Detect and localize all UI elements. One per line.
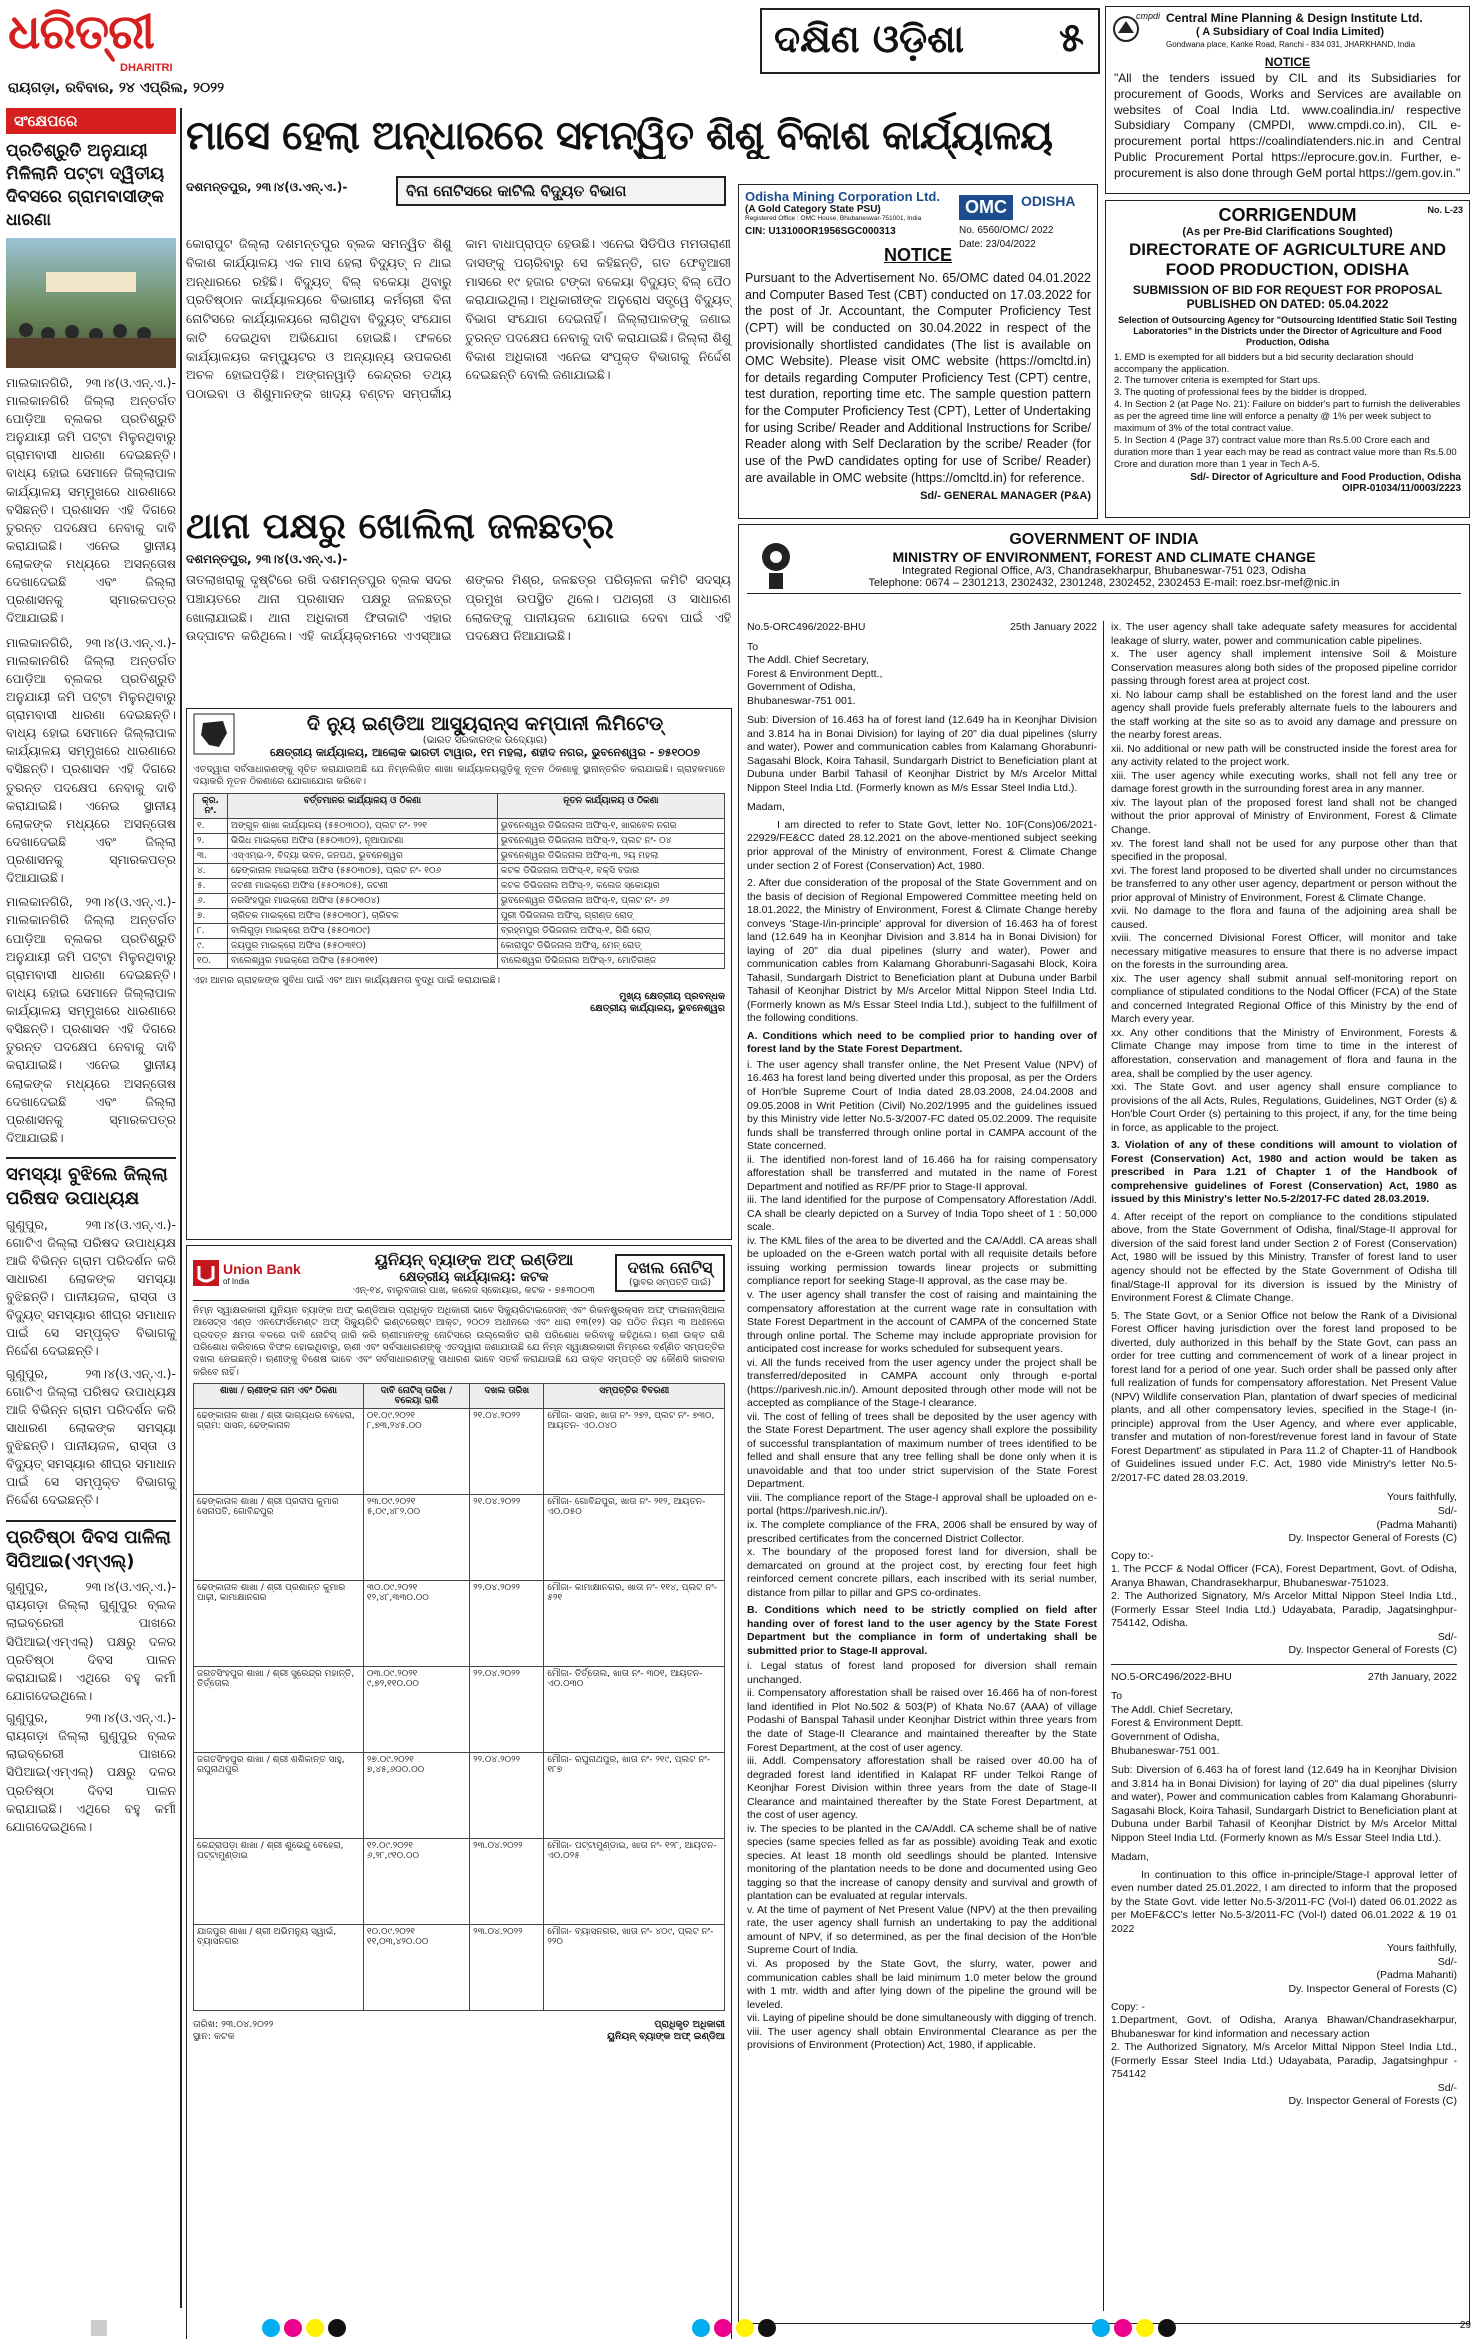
table-cell: ୨୭.୦୯.୨୦୨୧ ୭,୪୫,୬୦୦.୦୦ [363,1753,469,1839]
sidebar-story2-body-cont: ଗୁଣୁପୁର, ୨୩।୪(ଓ.ଏନ୍.ଏ.)- ଗୋଟିଏ ଜିଲ୍ଲା ପରିଷଦ ଉପାଧ୍ୟକ୍ଷ ଆଜି ବିଭିନ୍ନ ଗ୍ରାମ ପରିଦର୍ଶନ କରି ସାଧାରଣ ଲୋକଙ୍କ ସମସ୍ୟା ବୁଝିଛନ୍ତି। ପାନୀୟଜଳ, ରାସ୍ତା ଓ ବିଦ୍ୟୁତ୍ ସମସ୍ୟାର ଶୀଘ୍ର ସମାଧାନ ପାଇଁ ସେ ସମ୍ପୃକ୍ତ ବିଭାଗକୁ ନିର୍ଦ୍ଦେଶ ଦେଇଛନ୍ତି। [6,1365,176,1508]
table-cell: ଢେଙ୍କାନାଳ ଶାଖା / ଶ୍ରୀ ପ୍ରଶାନ୍ତ କୁମାର ପାଢ଼ୀ, କାମାକ୍ଷାନଗର [194,1581,364,1667]
ubi-logo [193,1260,333,1286]
second-headline: ଥାନା ପକ୍ଷରୁ ଖୋଲିଲା ଜଳଛତ୍ର [186,505,615,547]
ubi-emblem-icon [193,1260,219,1286]
table-cell: ୧. [194,818,228,833]
table-cell: ୯. [194,938,228,953]
letter1-para4: 4. After receipt of the report on compliance to the conditions stipulated above, from the State Government of Odisha, final/Stage-II approval for diversion of the said forest land under Section 2 of Forest (Conservation) Act, 1980 will be issued by this Ministry. Transfer of forest land to user agency should not be effected by the State Government of Odisha till final/Stage-II approval for its diversion is issued by the Ministry of Environment Forest & Climate Change. [1111,1210,1457,1305]
letter1-madam: Madam, [747,801,785,814]
table-cell: ମୌଜା- ବ୍ୟାସନଗର, ଖାତା ନଂ- ୪୦୯, ପ୍ଲଟ ନଂ- ୨୨୦ [544,1925,725,2011]
letter1-copy: Copy to:- 1. The PCCF & Nodal Officer (FCA), Forest Department, Govt. of Odisha, Aranya Bhawan, Chandrasekharpur, Bhubaneswar-751023. 2. The Authorized Signatory, M/s Arcelor Mittal Nippon Steel India Ltd., (Formerly Essar Steel India Ltd.) Udayabata, Paradip, Jagatsinghpur-754142, Odisha. [1111,1549,1457,1630]
corrigendum-title: CORRIGENDUM [1218,205,1357,225]
corrigendum-oipr: OIPR-01034/11/0003/2223 [1342,483,1461,495]
table-cell: କଟକ ଡିଭିଜନାଲ ଅଫିସ୍-୨, କଲେଜ ସ୍କୋୟାର [497,878,724,893]
table-cell: ୨୩.୦୯.୨୦୨୧ ୫,୦୯,୪୮୨.୦୦ [363,1495,469,1581]
cmpdi-notice-title: NOTICE [1264,55,1311,69]
ubi-notice-sub: (ସ୍ଥାବର ସମ୍ପତ୍ତି ପାଇଁ) [629,1278,711,1288]
table-cell: ଜୟପୁର ମାଇକ୍ରୋ ଅଫିସ (୫୫୦୩୧୦) [228,938,498,953]
table-cell: ଢେଙ୍କାନାଳ ଶାଖା / ଶ୍ରୀ ଭାଗ୍ୟଧର ବେହେରା, ଗ୍ରାମ: ସାସନ, ଢେଙ୍କାନାଳ [194,1409,364,1495]
table-cell: ୭. [194,908,228,923]
black-dot-icon [758,2319,776,2337]
niacl-col3: ନୂତନ କାର୍ଯ୍ୟାଳୟ ଓ ଠିକଣା [497,793,724,818]
grey-swatch [91,2320,107,2336]
table-cell: ଭୁବନେଶ୍ୱର ଡିଭିଜନାଲ ଅଫିସ୍-୩, ୨ୟ ମହଲା [497,848,724,863]
letter1-sign: Sd/- (Padma Mahanti) Dy. Inspector General of Forests (C) [1288,1505,1457,1545]
niacl-footer: ଏହା ଆମର ଗ୍ରାହକଙ୍କ ସୁବିଧା ପାଇଁ ଏବଂ ଆମ କାର୍ଯ୍ୟକ୍ଷମତା ବୃଦ୍ଧି ପାଇଁ କରାଯାଇଛି। [193,974,500,986]
niacl-logo [193,713,235,755]
section-title-box [760,8,1100,74]
corrigendum [1105,200,1470,518]
magenta-dot-icon [714,2319,732,2337]
table-row [194,833,725,848]
table-cell: ୦୧.୦୯.୨୦୨୧ ୮,୭୩,୨୪୫.୦୦ [363,1409,469,1495]
table-cell: ମୌଜା- ସାସନ, ଖାତା ନଂ- ୨୭୨, ପ୍ଲଟ ନଂ- ୭୩୦, ଆୟତନ- ଏ୦.୦୪୦ [544,1409,725,1495]
corrigendum-point: 2. The turnover criteria is exempted for Start ups. [1114,375,1321,387]
table-cell: ଜଗତସିଂହପୁର ଶାଖା / ଶ୍ରୀ ଶଶିକାନ୍ତ ସାହୁ, ରଘୁନାଥପୁର [194,1753,364,1839]
niacl-col1: କ୍ର. ନଂ. [194,793,228,818]
letter1-date: 25th January 2022 [1010,621,1097,633]
niacl-office: କ୍ଷେତ୍ରୀୟ କାର୍ଯ୍ୟାଳୟ, ଆଲୋକ ଭାରତୀ ଟାୱାର, ୧ମ ମହଲା, ଶହୀଦ ନଗର, ଭୁବନେଶ୍ୱର - ୭୫୧୦୦୭ [269,746,701,759]
lead-story [186,180,731,500]
cyan-dot-icon [262,2319,280,2337]
corrigendum-point: 1. EMD is exempted for all bidders but a bid security declaration should accompany the application. [1114,351,1414,375]
letter2-madam: Madam, [1111,1851,1149,1864]
ubi-col1: ଶାଖା / ଋଣୀଙ୍କ ନାମ ଏବଂ ଠିକଣା [194,1384,364,1409]
moefcc-col-divider [1103,621,1104,2311]
table-cell: ମୌଜା- ରଘୁନାଥପୁର, ଖାତା ନଂ- ୨୧୯, ପ୍ଲଟ ନଂ- ୧୮୭ [544,1753,725,1839]
letter1-to: To The Addl. Chief Secretary, Forest & Environment Deptt., Government of Odisha, Bhubaneswar-751 001. [747,640,883,707]
corrigendum-point: 3. The quoting of professional fees by the bidder is dropped. [1114,387,1367,399]
letter1-para5: 5. The State Govt, or a Senior Office not below the Rank of a Divisional Forest Officer having jurisdiction over the forest land proposed to be diverted, duly authorized in this behalf by the State Govt, can pass an order for tree cutting and commencement of work of a linear project in forest land for a period of one year. Such order shall be passed only after full realization of funds for compensatory afforestation. Net Present Value (NPV) Wildlife conservation Plan, plantation of dwarf species of medicinal plants, and all other compensatory levies, specified in the Stage-I (in-principle) approval from the User Agency, and where ever applicable, transfer and mutation of non-forest/revenue forest land in favour of State Forest Department' as stipulated in Para 11.2 of Chapter-11 of Handbook of Guidelines issued under F.C. Act, 1980 vide Ministry's letter No.5-2/2017-FC dated 28.03.2019. [1111,1309,1457,1484]
niacl-col2: ବର୍ତ୍ତମାନର କାର୍ଯ୍ୟାଳୟ ଓ ଠିକଣା [228,793,498,818]
protest-photo-icon [6,238,176,368]
moefcc-right-col [1111,621,1457,2109]
table-cell: ୨. [194,833,228,848]
cmpdi-logo-text: cmpdi [1136,11,1161,21]
black-dot-icon [1158,2319,1176,2337]
table-cell: କୋରାପୁଟ ଡିଭିଜନାଲ ଅଫିସ୍, ମେନ୍ ରୋଡ୍ [497,938,724,953]
letter1-secB-body: i. Legal status of forest land proposed for diversion shall remain unchanged. ii. Compensatory afforestation shall be raised over 16.466 ha of non-forest land identified in Plot No.502 & 503(P) of Khata No.67 (AAA) of village Podashi of Banspal Tahasil under Keonjhar District within three years from the date of Stage-II Clearance and maintained thereafter by the State Forest Department, at the cost of user agency. iii. Addl. Compensatory afforestation shall be raised over 40.00 ha of degraded forest land identified in Kalapat RF under Telkoi Range of Keonjhar Forest Division within three years from the date of Stage-II Clearance and maintained thereafter by the State Forest Department, at the cost of user agency. iv. The species to be planted in the CA/Addl. CA scheme shall be of native species (same species felled as far as possible) avoiding Teak and exotic species. At least 18 month old seedlings should be planted. Intensive monitoring of the plantation needs to be done and documented using Geo tagging so that the increase of canopy density and survival and growth of plantation can be evaluated at regular intervals. v. At the time of payment of Net Present Value (NPV) at the then prevailing rate, the user agency shall furnish an undertaking to pay the additional amount of NPV, if so determined, as per the final decision of the Hon'ble Supreme Court of India. vi. As proposed by the State Govt, the slurry, water, power and communication cables shall be laid minimum 1.0 meter below the ground with 1 mtr. width and after lying down of the pipeline the ground will be leveled. vii. Laying of pipeline should be done simultaneously with digging of trench. viii. The user agency shall obtain Environmental Clearance as per the provisions of Environment (Protection) Act, 1980, if applicable. [747,1660,1097,2052]
ubi-table [193,1383,725,2011]
omc-no: No. 6560/OMC/ 2022 [959,225,1054,236]
letter1-para3: 3. Violation of any of these conditions will amount to violation of Forest (Conservation) Act, 1980 and action would be taken as prescribed in Para 1.21 of Chapter 1 of the Handbook of comprehensive guidelines of Forest (Conservation) Act, 1980 as issued by this Ministry's letter No.5-2/2017-FC dated 28.03.2019. [1111,1139,1457,1206]
sidebar-story2-body: ଗୁଣୁପୁର, ୨୩।୪(ଓ.ଏନ୍.ଏ.)- ଗୋଟିଏ ଜିଲ୍ଲା ପରିଷଦ ଉପାଧ୍ୟକ୍ଷ ଆଜି ବିଭିନ୍ନ ଗ୍ରାମ ପରିଦର୍ଶନ କରି ସାଧାରଣ ଲୋକଙ୍କ ସମସ୍ୟା ବୁଝିଛନ୍ତି। ପାନୀୟଜଳ, ରାସ୍ତା ଓ ବିଦ୍ୟୁତ୍ ସମସ୍ୟାର ଶୀଘ୍ର ସମାଧାନ ପାଇଁ ସେ ସମ୍ପୃକ୍ତ ବିଭାଗକୁ ନିର୍ଦ୍ଦେଶ ଦେଇଛନ୍ତି। [6,1216,176,1359]
ubi-title: ୟୁନିୟନ୍ ବ୍ୟାଙ୍କ ଅଫ୍ ଇଣ୍ଡିଆ [374,1250,574,1269]
moefcc-line3: Integrated Regional Office, A/3, Chandrasekharpur, Bhubaneswar-751 023, Odisha [901,565,1306,577]
omc-logo2: ODISHA [1021,193,1076,209]
ubi-col3: ଦଖଲ ତାରିଖ [470,1384,544,1409]
corrigendum-dept: DIRECTORATE OF AGRICULTURE AND FOOD PRODUCTION, ODISHA [1128,240,1446,279]
lead-kicker: ବିନା ନୋଟିସରେ କାଟିଲି ବିଦ୍ୟୁତ ବିଭାଗ [396,176,726,206]
sidebar-story3-body: ଗୁଣୁପୁର, ୨୩।୪(ଓ.ଏନ୍.ଏ.)-ରାୟଗଡ଼ା ଜିଲ୍ଲା ଗୁଣୁପୁର ବ୍ଲକ ଲାଇବ୍ରେରୀ ପାଖରେ ସିପିଆଇ(ଏମ୍‌ଏଲ୍) ପକ୍ଷରୁ ଦଳର ପ୍ରତିଷ୍ଠା ଦିବସ ପାଳନ କରାଯାଇଛି। ଏଥିରେ ବହୁ କର୍ମୀ ଯୋଗଦେଇଥିଲେ। [6,1579,176,1703]
table-cell: ବାଲିଗୁଡ଼ା ମାଇକ୍ରୋ ଅଫିସ (୫୫୦୩୦୯) [228,923,498,938]
lead-dateline: ଦଶମନ୍ତପୁର, ୨୩।୪(ଓ.ଏନ୍.ଏ.)- [186,180,348,194]
registration-right [1090,2319,1178,2339]
sidebar-story3-body-cont: ଗୁଣୁପୁର, ୨୩।୪(ଓ.ଏନ୍.ଏ.)-ରାୟଗଡ଼ା ଜିଲ୍ଲା ଗୁଣୁପୁର ବ୍ଲକ ଲାଇବ୍ରେରୀ ପାଖରେ ସିପିଆଇ(ଏମ୍‌ଏଲ୍) ପକ୍ଷରୁ ଦଳର ପ୍ରତିଷ୍ଠା ଦିବସ ପାଳନ କରାଯାଇଛି। ଏଥିରେ ବହୁ କର୍ମୀ ଯୋଗଦେଇଥିଲେ। [6,1710,176,1834]
table-cell: ୮. [194,923,228,938]
niacl-map-icon [193,713,235,755]
section-title: ଦକ୍ଷିଣ ଓଡ଼ିଶା [774,16,965,61]
table-row [194,1409,725,1495]
omc-sign: Sd/- GENERAL MANAGER (P&A) [920,490,1091,503]
table-cell: ଢେଙ୍କାନାଳ ଶାଖା / ଶ୍ରୀ ପ୍ରଦୀପ କୁମାର ସେନାପତି, ଗୋବିନ୍ଦପୁର [194,1495,364,1581]
sidebar-story1-body-cont2: ମାଲକାନଗିରି, ୨୩।୪(ଓ.ଏନ୍.ଏ.)- ମାଲକାନଗିରି ଜିଲ୍ଲା ଅନ୍ତର୍ଗତ ପୋଡ଼ିଆ ବ୍ଲକର ପ୍ରତିଶ୍ରୁତି ଅନୁଯାୟୀ ଜମି ପଟ୍ଟା ମିଳୁନଥିବାରୁ ଗ୍ରାମବାସୀ ଧାରଣା ଦେଇଛନ୍ତି। ବାଧ୍ୟ ହୋଇ ସେମାନେ ଜିଲ୍ଲାପାଳ କାର୍ଯ୍ୟାଳୟ ସମ୍ମୁଖରେ ଧାରଣାରେ ବସିଛନ୍ତି। ପ୍ରଶାସନ ଏହି ଦିଗରେ ତୁରନ୍ତ ପଦକ୍ଷେପ ନେବାକୁ ଦାବି କରାଯାଇଛି। ଏନେଇ ସ୍ଥାନୀୟ ଲୋକଙ୍କ ମଧ୍ୟରେ ଅସନ୍ତୋଷ ଦେଖାଦେଇଛି ଏବଂ ଜିଲ୍ଲା ପ୍ରଶାସନକୁ ସ୍ମାରକପତ୍ର ଦିଆଯାଇଛି। [6,894,176,1145]
letter1-para2: 2. After due consideration of the proposal of the State Government and on the basis of decision of Regional Empowered Committee meeting held on 18.01.2022, the Ministry of Environment, Forest & Climate Change hereby conveys 'Stage-I/in-principle' approval for diversion of 16.463 ha of forest land (12.649 ha in Keonjhar Division and 3.814 ha in Bonai Division) for laying of 20" dia dual pipelines (slurry and water), Power and communication cables from Kalamang Ghorabunri-Sagasahi Block, Koira Tahasil, Sundargarh District to Beneficiation plant at Dubuna under Barbil Tahasil of Keonjhar District by M/s Arcelor Mittal Nippon Steel India Ltd. (Formerly known as M/s Essar Steel India Ltd.), subject to the fulfillment of the following conditions. [747,877,1097,1025]
lead-headline: ମାସେ ହେଲା ଅନ୍ଧାରରେ ସମନ୍ୱିତ ଶିଶୁ ବିକାଶ କାର୍ଯ୍ୟାଳୟ [186,112,1053,159]
cmpdi-org: Central Mine Planning & Design Institute Ltd. [1166,11,1423,25]
table-cell: ୧୦.୦୯.୨୦୨୧ ୧୧,୦୩,୪୨୦.୦୦ [363,1925,469,2011]
color-bar-left [90,2320,108,2339]
page-number: ୫ [1059,14,1084,61]
ubi-sign: ପ୍ରାଧିକୃତ ଅଧିକାରୀ ୟୁନିୟନ୍ ବ୍ୟାଙ୍କ ଅଫ୍ ଇଣ୍ଡିଆ [607,2019,725,2043]
ubi-date: ତାରିଖ: ୨୩.୦୪.୨୦୨୨ [193,2019,274,2031]
table-row [194,923,725,938]
letter1-secB: B. Conditions which need to be strictly complied on field after handing over of forest land to the user agency by the State Forest Department but the compliance in form of undertaking shall be submitted prior to Stage-II approval. [747,1604,1097,1657]
sidebar-tag: ସଂକ୍ଷେପରେ [6,108,176,134]
sidebar-divider [180,108,182,2308]
cmpdi-logo [1112,11,1160,51]
table-row [194,908,725,923]
letter2-sign: Sd/- (Padma Mahanti) Dy. Inspector General of Forests (C) [1288,1955,1457,1995]
sidebar-story1-body: ମାଲକାନଗିରି, ୨୩।୪(ଓ.ଏନ୍.ଏ.)- ମାଲକାନଗିରି ଜିଲ୍ଲା ଅନ୍ତର୍ଗତ ପୋଡ଼ିଆ ବ୍ଲକର ପ୍ରତିଶ୍ରୁତି ଅନୁଯାୟୀ ଜମି ପଟ୍ଟା ମିଳୁନଥିବାରୁ ଗ୍ରାମବାସୀ ଧାରଣା ଦେଇଛନ୍ତି। ବାଧ୍ୟ ହୋଇ ସେମାନେ ଜିଲ୍ଲାପାଳ କାର୍ଯ୍ୟାଳୟ ସମ୍ମୁଖରେ ଧାରଣାରେ ବସିଛନ୍ତି। ପ୍ରଶାସନ ଏହି ଦିଗରେ ତୁରନ୍ତ ପଦକ୍ଷେପ ନେବାକୁ ଦାବି କରାଯାଇଛି। ଏନେଇ ସ୍ଥାନୀୟ ଲୋକଙ୍କ ମଧ୍ୟରେ ଅସନ୍ତୋଷ ଦେଖାଦେଇଛି ଏବଂ ଜିଲ୍ଲା ପ୍ରଶାସନକୁ ସ୍ମାରକପତ୍ର ଦିଆଯାଇଛି। [6,374,176,626]
sidebar-story3-headline: ପ୍ରତିଷ୍ଠା ଦିବସ ପାଳିଲା ସିପିଆଇ(ଏମ୍‌ଏଲ୍) [6,1520,176,1575]
magenta-dot-icon [284,2319,302,2337]
table-row [194,1925,725,2011]
letter1-faithfully: Yours faithfully, [1386,1491,1457,1504]
table-cell: ମୌଜା- ତିର୍ତ୍ତୋଲ, ଖାତା ନଂ- ୩୦୧, ଆୟତନ- ଏ୦.୦୩୦ [544,1667,725,1753]
second-story [186,505,731,705]
yellow-dot-icon [736,2319,754,2337]
table-cell: ୨୧.୦୪.୨୦୨୨ [470,1409,544,1495]
ubi-brand: Union Bank [223,1260,301,1277]
sidebar-story1-body-cont: ମାଲକାନଗିରି, ୨୩।୪(ଓ.ଏନ୍.ଏ.)- ମାଲକାନଗିରି ଜିଲ୍ଲା ଅନ୍ତର୍ଗତ ପୋଡ଼ିଆ ବ୍ଲକର ପ୍ରତିଶ୍ରୁତି ଅନୁଯାୟୀ ଜମି ପଟ୍ଟା ମିଳୁନଥିବାରୁ ଗ୍ରାମବାସୀ ଧାରଣା ଦେଇଛନ୍ତି। ବାଧ୍ୟ ହୋଇ ସେମାନେ ଜିଲ୍ଲାପାଳ କାର୍ଯ୍ୟାଳୟ ସମ୍ମୁଖରେ ଧାରଣାରେ ବସିଛନ୍ତି। ପ୍ରଶାସନ ଏହି ଦିଗରେ ତୁରନ୍ତ ପଦକ୍ଷେପ ନେବାକୁ ଦାବି କରାଯାଇଛି। ଏନେଇ ସ୍ଥାନୀୟ ଲୋକଙ୍କ ମଧ୍ୟରେ ଅସନ୍ତୋଷ ଦେଖାଦେଇଛି ଏବଂ ଜିଲ୍ଲା ପ୍ରଶାସନକୁ ସ୍ମାରକପତ୍ର ଦିଆଯାଇଛି। [6,634,176,886]
niacl-title: ଦି ନ୍ୟୁ ଇଣ୍ଡିଆ ଆସ୍ୟୁରାନ୍ସ କମ୍ପାନୀ ଲିମିଟେଡ୍ [306,713,664,735]
sidebar-story2-headline: ସମସ୍ୟା ବୁଝିଲେ ଜିଲ୍ଲା ପରିଷଦ ଉପାଧ୍ୟକ୍ଷ [6,1157,176,1212]
ubi-footer [193,2019,725,2044]
table-cell: କଟକ ଡିଭିଜନାଲ ଅଫିସ୍-୧, ବକ୍ସି ବଜାର [497,863,724,878]
ubi-notice-title: ଦଖଲ ନୋଟିସ୍ [627,1258,713,1277]
ubi-tbody [194,1409,725,2011]
black-dot-icon [328,2319,346,2337]
omc-title: NOTICE [883,245,952,265]
table-cell: ମୌଜା- ପଟ୍ଟାମୁଣ୍ଡାଇ, ଖାତା ନଂ- ୧୨୮, ଆୟତନ- ଏ୦.୦୨୫ [544,1839,725,1925]
letter2-subject: Sub: Diversion of 6.463 ha of forest land (12.649 ha in Keonjhar Division and 3.814 ha in Bonai Division) for laying of 20" dia dual pipelines (slurry and water), Power and communication cables from Kalamang Ghorabunri-Sagasahi Block, Koira Tahasil, Sundargarh District to Beneficiation plant at Dubuna under Barbil Tahasil of Keonjhar District by M/s Arcelor Mittal Nippon Steel India Ltd. (Formerly known as M/s Essar Steel India Ltd.). [1111,1764,1457,1844]
cmpdi-notice [1105,6,1470,194]
niacl-table [193,793,725,969]
table-cell: ଭୁବନେଶ୍ୱର ଡିଭିଜନାଲ ଅଫିସ୍-୨, ପ୍ଲଟ ନଂ- ୦୪ [497,833,724,848]
second-body: ତାତଲାଖରାକୁ ଦୃଷ୍ଟିରେ ରଖି ଦଶମନ୍ତପୁର ବ୍ଲକ ସଦର ପଞ୍ଚାୟତରେ ଥାନା ପ୍ରଶାସନ ପକ୍ଷରୁ ଜଳଛତ୍ର ଖୋଲାଯାଇଛି। ଥାନା ଅଧିକାରୀ ଫିତାକାଟି ଏହାର ଉଦ୍‌ଘାଟନ କରିଥିଲେ। ଏହି କାର୍ଯ୍ୟକ୍ରମରେ ଏଏସ୍‌ଆଇ ଶଙ୍କର ମିଶ୍ର, ଜଳଛତ୍ର ପରିଚାଳନା କମିଟି ସଦସ୍ୟ ପ୍ରମୁଖ ଉପସ୍ଥିତ ଥିଲେ। ପଥଚାରୀ ଓ ସାଧାରଣ ଲୋକଙ୍କୁ ପାନୀୟଜଳ ଯୋଗାଇ ଦେବା ପାଇଁ ଏହି ପଦକ୍ଷେପ ନିଆଯାଇଛି। [186,572,731,644]
table-cell: ୨୨.୦୪.୨୦୨୨ [470,1753,544,1839]
ubi-place: ସ୍ଥାନ: କଟକ [193,2031,235,2043]
registration-left [260,2319,348,2339]
table-row [194,893,725,908]
table-cell: ୦୩.୦୯.୨୦୨୧ ୯,୭୨,୧୧୦.୦୦ [363,1667,469,1753]
table-cell: ୨୧.୦୪.୨୦୨୨ [470,1495,544,1581]
ubi-brand-sub: of India [223,1276,250,1286]
table-cell: ୫. [194,878,228,893]
table-row [194,1839,725,1925]
cmpdi-sub: ( A Subsidiary of Coal India Limited) [1196,26,1385,38]
omc-sub: (A Gold Category State PSU) [745,204,881,215]
table-cell: ମୌଜା- କାମାକ୍ଷାନଗର, ଖାତା ନଂ- ୧୧୪, ପ୍ଲଟ ନଂ- ୫୨୧ [544,1581,725,1667]
table-row [194,878,725,893]
ashoka-emblem-icon [751,533,801,593]
cyan-dot-icon [692,2319,710,2337]
ubi-notice [186,1245,732,2339]
ubi-office: କ୍ଷେତ୍ରୀୟ କାର୍ଯ୍ୟାଳୟ: କଟକ [399,1270,549,1285]
letter1-right-body: ix. The user agency shall take adequate safety measures for accidental leakage of slurry, water, power and communication cable pipelines. x. The user agency shall implement intensive Soil & Moisture Conservation measures along both sides of the proposed pipeline corridor passing through forest area at project cost. xi. No labour camp shall be established on the forest land and the user agency shall provide fuels preferably alternate fuels to the labourers and the staff working at the site so as to avoid any damage and pressure on the nearby forest areas. xii. No additional or new path will be constructed inside the forest area for any activity related to the project work. xiii. The user agency while executing works, shall not fell any tree or damage forest growth in the surrounding forest area in any manner. xiv. The layout plan of the proposed forest land shall not be changed without the prior approval of Ministry of Environment, Forest & Climate Change. xv. The forest land shall not be used for any purpose other than that specified in the proposal. xvi. The forest land proposed to be diverted shall under no circumstances be transferred to any other user agency, department or person without the prior approval of Ministry of Environment, Forest & Climate Change. xvii. No damage to the flora and fauna of the adjoining area shall be caused. xviii. The concerned Divisional Forest Officer, will monitor and take necessary mitigative measures to ensure that there is no adverse impact on the forests in the surrounding area. xix. The user agency shall submit annual self-monitoring report on compliance of stipulated conditions to the Nodal Officer (FCA) of the State and concerned Integrated Regional Office of this Ministry by the end of March every year. xx. Any other conditions that the Ministry of Environment, Forests & Climate Change may impose from time to time in the interest of afforestation, conservation and management of flora and fauna in the area, shall be complied by the user agency. xxi. The State Govt. and user agency shall ensure compliance to provisions of the all Acts, Rules, Regulations, Guidelines, NGT Order (s) & Hon'ble Court Order (s) pertaining to this project, if any, for the time being in force, as applicable to the project. [1111,621,1457,1134]
table-row [194,863,725,878]
sidebar [6,108,176,2313]
masthead-logo-sub: DHARITRI [120,62,173,74]
letter1-para1: I am directed to refer to State Govt, letter No. 10F(Cons)06/2021-22929/FE&CC dated 28.12.2021 on the above-mentioned subject seeking prior approval of the Ministry of environment, Forest & Climate Change under section 2 of Forest (Conservation) Act, 1980. [747,818,1097,872]
letter2-para1: In continuation to this office in-principle/Stage-I approval letter of even number dated 25.01.2022, I am directed to inform that the proposed by the State Govt. vide letter No.5-3/2011-FC (Vol-I) dated 06.01.2022 as per MoEF&CC's letter No.5-3/2011-FC (Vol-I) dated 06.01.2022 & 19 01 2022 [1111,1868,1457,1935]
table-cell: ୩୦.୦୯.୨୦୨୧ ୧୨,୪୮,୩୩୦.୦୦ [363,1581,469,1667]
ubi-header [193,1250,725,1301]
omc-reg: Registered Office : OMC House, Bhubaneswar-751001, India [745,215,922,222]
table-cell: ବ୍ରହ୍ମପୁର ଡିଭିଜନାଲ ଅଫିସ୍-୧, ଗିରି ରୋଡ୍ [497,923,724,938]
letter2-faithfully: Yours faithfully, [1386,1942,1457,1955]
table-row [194,938,725,953]
table-cell: ଅଙ୍ଗୁଳ ଶାଖା କାର୍ଯ୍ୟାଳୟ (୫୫୦୩୦୦), ପ୍ଲଟ ନଂ- ୨୨୧ [228,818,498,833]
registration-mid [690,2319,778,2339]
table-cell: ୨୨.୦୪.୨୦୨୨ [470,1667,544,1753]
second-dateline: ଦଶମନ୍ତପୁର, ୨୩।୪(ଓ.ଏନ୍.ଏ.)- [186,552,348,566]
table-cell: ଏସ୍‌ଏମ୍‌ଇ-୨, ବିଦ୍ୟା ଭବନ, ଜନପଥ, ଭୁବନେଶ୍ୱର [228,848,498,863]
moefcc-line2: MINISTRY OF ENVIRONMENT, FOREST AND CLIMATE CHANGE [892,549,1316,565]
table-cell: ଭୁବନେଶ୍ୱର ଡିଭିଜନାଲ ଅଫିସ୍-୧, ପ୍ଲଟ ନଂ- ୬୨ [497,893,724,908]
table-cell: ୪. [194,863,228,878]
niacl-tbody [194,818,725,968]
corrigendum-sub: (As per Pre-Bid Clarifications Soughted) [1182,226,1393,238]
letter1-sign-b: Sd/- Dy. Inspector General of Forests (C) [1288,1630,1457,1657]
table-cell: ଯାଜପୁର ଶାଖା / ଶ୍ରୀ ଅଭିମନ୍ୟୁ ସ୍ୱାଇଁ, ବ୍ୟାସନଗର [194,1925,364,2011]
masthead-dateline: ରାୟଗଡ଼ା, ରବିବାର, ୨୪ ଏପ୍ରିଲ, ୨୦୨୨ [8,80,225,96]
table-cell: ଜଟଣୀ ମାଇକ୍ରୋ ଅଫିସ (୫୫୦୩୦୫), ଜଟଣୀ [228,878,498,893]
table-cell: ୧୦. [194,953,228,968]
letter2-to: To The Addl. Chief Secretary, Forest & Environment Deptt. Government of Odisha, Bhubaneswar-751 001. [1111,1690,1244,1757]
masthead-logo: ଧରିତ୍ରୀ [8,4,154,60]
letter2-no: NO.5-ORC496/2022-BHU [1111,1670,1232,1683]
table-cell: ମୌଜା- ଗୋବିନ୍ଦପୁର, ଖାତା ନଂ- ୨୧୨, ଆୟତନ- ଏ୦.୦୫୦ [544,1495,725,1581]
letter1-no: No.5-ORC496/2022-BHU [747,621,866,633]
cmpdi-address: Gondwana place, Kanke Road, Ranchi - 834 031, JHARKHAND, India [1166,40,1416,49]
table-cell: ଜଗତସିଂହପୁର ଶାଖା / ଶ୍ରୀ ସୁରେନ୍ଦ୍ର ମହାନ୍ତି, ତିର୍ତ୍ତୋଲ [194,1667,364,1753]
page-mark: 29 [1459,2320,1471,2331]
niacl-sign: ମୁଖ୍ୟ କ୍ଷେତ୍ରୀୟ ପ୍ରବନ୍ଧକ କ୍ଷେତ୍ରୀୟ କାର୍ଯ୍ୟାଳୟ, ଭୁବନେଶ୍ୱର [590,991,725,1015]
table-cell: ଢେଙ୍କାନାଳ ମାଇକ୍ରୋ ଅଫିସ (୫୫୦୩୦୭), ପ୍ଲଟ ନଂ- ୧୦୬ [228,863,498,878]
table-row [194,1495,725,1581]
omc-org: Odisha Mining Corporation Ltd. [745,189,940,204]
corrigendum-point: 4. In Section 2 (at Page No. 21): Failure on bidder's part to furnish the deliverables as per the agreed time line will enforce a penalty @ 1% per week subject to maximum of 3% of the total contract value. [1114,399,1461,434]
omc-logo: OMC [959,195,1013,220]
emblem [751,533,801,597]
yellow-dot-icon [1136,2319,1154,2337]
sidebar-story1-headline: ପ୍ରତିଶ୍ରୁତି ଅନୁଯାୟୀ ମିଳିଲାନି ପଟ୍ଟା ଦ୍ୱିତୀୟ ଦିବସରେ ଗ୍ରାମବାସୀଙ୍କ ଧାରଣା [6,141,165,230]
cmpdi-body: "All the tenders issued by CIL and its Subsidiaries for procurement of Goods, Works and Services are available on websites of Coal India Ltd. www.coalindia.in/ respective Subsidiary Company (CMPDI, www.cmpdi.co.in), CIL e-procurement portal https://coalindiatenders.nic.in and Central Public Procurement Portal https://eprocure.gov.in. Further, e-procurement is also done through GeM portal https://gem.gov.in." [1114,71,1461,180]
print-marks [0,2318,1477,2339]
moefcc-notice [738,524,1470,2324]
moefcc-left-col [747,621,1097,2053]
table-cell: ୧୨.୦୯.୨୦୨୧ ୬,୨୮,୯୧୦.୦୦ [363,1839,469,1925]
corrigendum-sign: Sd/- Director of Agriculture and Food Production, Odisha [1190,472,1461,484]
corrigendum-selection: Selection of Outsourcing Agency for "Outsourcing Identified Static Soil Testing Laboratories" in the Districts under the Director of Agriculture and Food Production, Odisha [1118,314,1457,348]
letter1-subject: Sub: Diversion of 16.463 ha of forest land (12.649 ha in Keonjhar Division and 3.814 ha in Bonai Division) for laying of 20" dia dual pipelines (slurry and water), Power and communication cables from Kalamang Ghorabunri-Sagasahi Block, Koira Tahasil, Sundargarh District to Beneficiation plant at Dubuna under Barbil Tahasil of Keonjhar District by M/s Arcelor Mittal Nippon Steel India Ltd. (Formerly known as M/s Essar Steel India Ltd.). [747,714,1097,794]
lead-body: କୋରାପୁଟ ଜିଲ୍ଲା ଦଶମନ୍ତପୁର ବ୍ଲକ ସମନ୍ୱିତ ଶିଶୁ ବିକାଶ କାର୍ଯ୍ୟାଳୟ ଏକ ମାସ ହେଲା ବିଦ୍ୟୁତ୍ ନ ଥାଇ ଅନ୍ଧାରରେ ରହିଛି। ବିଦ୍ୟୁତ୍ ବିଲ୍ ବକେୟା ଥିବାରୁ ପ୍ରତିଷ୍ଠାନ କାର୍ଯ୍ୟାଳୟରେ ବିଭାଗୀୟ କର୍ମଚାରୀ ବିନା ନୋଟିସରେ କାର୍ଯ୍ୟାଳୟରେ ଲାଗିଥିବା ବିଦ୍ୟୁତ୍ ସଂଯୋଗ କାଟି ଦେଇଥିବା ଅଭିଯୋଗ ହୋଇଛି। ଫଳରେ କାର୍ଯ୍ୟାଳୟର କମ୍ପ୍ୟୁଟର ଓ ଅନ୍ୟାନ୍ୟ ଉପକରଣ ଅଚଳ ହୋଇପଡ଼ିଛି। ଅଙ୍ଗନୱାଡ଼ି କେନ୍ଦ୍ରର ତଥ୍ୟ ପଠାଇବା ଓ ଶିଶୁମାନଙ୍କ ଖାଦ୍ୟ ବଣ୍ଟନ ସମ୍ପର୍କୀୟ କାମ ବାଧାପ୍ରାପ୍ତ ହେଉଛି। ଏନେଇ ସିଡିପିଓ ମମତାରାଣୀ ଦାସଙ୍କୁ ପଚାରିବାରୁ ସେ କହିଛନ୍ତି, ଗତ ଫେବୃଆରୀ ମାସରେ ୧୯ ହଜାର ଟଙ୍କା ବକେୟା ବିଦ୍ୟୁତ୍ ବିଲ୍ ପୈଠ କରାଯାଇଥିଲା। ଅଧିକାରୀଙ୍କ ଅନୁରୋଧ ସତ୍ତ୍ୱେ ବିଦ୍ୟୁତ୍ ବିଭାଗ ସଂଯୋଗ ଦେଇନାହିଁ। ଜିଲ୍ଲାପାଳଙ୍କୁ ଜଣାଇ ତୁରନ୍ତ ପଦକ୍ଷେପ ନେବାକୁ ଦାବି କରାଯାଇଛି। ଜିଲ୍ଲା ଶିଶୁ ବିକାଶ ଅଧିକାରୀ ଏନେଇ ସଂପୃକ୍ତ ବିଭାଗକୁ ନିର୍ଦ୍ଦେଶ ଦେଇଛନ୍ତି ବୋଲି ଜଣାଯାଇଛି। [186,236,731,401]
omc-cin: CIN: U13100OR1956SGC000313 [745,226,896,237]
moefcc-line1: GOVERNMENT OF INDIA [1009,531,1199,548]
letter2-sign-b: Sd/- Dy. Inspector General of Forests (C) [1288,2081,1457,2108]
omc-body: Pursuant to the Advertisement No. 65/OMC dated 04.01.2022 and Computer Based Test (CBT) conducted on 17.03.2022 for the post of Jr. Accountant, the Computer Proficiency Test (CPT) will be conducted on 30.04.2022 in respect of the provisionally shortlisted candidates (The list is available on OMC Website). Please visit OMC website (https://omcltd.in) for details regarding Computer Proficiency Test (CPT) centre, test duration, reporting time etc. The sample question pattern for the Computer Proficiency Test (CPT), Letter of Undertaking for using Scribe/ Reader and Additional Instructions for Scribe/ Reader along with Self Declaration by the scribe/ Reader (for use of the PwD candidates opting for use of Scribe/ Reader) are available in OMC website (https://omcltd.in) for reference. [745,271,1091,485]
niacl-notice [186,708,732,1240]
ubi-col4: ସମ୍ପତ୍ତିର ବିବରଣୀ [544,1384,725,1409]
corrigendum-points [1114,352,1461,471]
magenta-dot-icon [1114,2319,1132,2337]
table-row [194,1753,725,1839]
letter2-date: 27th January, 2022 [1367,1670,1457,1683]
corrigendum-ref: No. L-23 [1427,205,1463,215]
omc-date: Date: 23/04/2022 [959,239,1036,250]
niacl-intro: ଏତଦ୍ୱାରା ସର୍ବସାଧାରଣଙ୍କୁ ସୂଚିତ କରାଯାଉଅଛି ଯେ ନିମ୍ନଲିଖିତ ଶାଖା କାର୍ଯ୍ୟାଳୟଗୁଡ଼ିକୁ ନୂତନ ଠିକଣାକୁ ସ୍ଥାନାନ୍ତରିତ କରାଯାଇଛି। ଗ୍ରାହକମାନେ ଦୟାକରି ନୂତନ ଠିକଣାରେ ଯୋଗାଯୋଗ କରିବେ। [193,764,725,788]
cyan-dot-icon [1092,2319,1110,2337]
ubi-body: ନିମ୍ନ ସ୍ୱାକ୍ଷରକାରୀ ଯୁନିୟନ ବ୍ୟାଙ୍କ ଅଫ୍ ଇଣ୍ଡିଆର ପ୍ରାଧିକୃତ ଅଧିକାରୀ ଭାବେ ସିକ୍ୟୁରିଟାଇଜେସନ୍ ଏବଂ ରିକନଷ୍ଟ୍ରକ୍ସନ ଅଫ୍ ଫାଇନାନ୍ସିଆଲ ଆସେଟ୍ସ ଏଣ୍ଡ ଏନଫୋର୍ସମେଣ୍ଟ ଅଫ୍ ସିକ୍ୟୁରିଟି ଇଣ୍ଟରେଷ୍ଟ ଆକ୍ଟ, ୨୦୦୨ ଅଧୀନରେ ଏବଂ ଧାରା ୧୩(୧୨) ସହ ପଠିତ ନିୟମ ୩ ଅଧୀନରେ ପ୍ରଦତ୍ତ କ୍ଷମତା ବଳରେ ଦାବି ନୋଟିସ୍ ଜାରି କରି ଋଣୀମାନଙ୍କୁ ନୋଟିସରେ ଉଲ୍ଲେଖିତ ରାଶି ପରିଶୋଧ କରିବାକୁ କହିଥିଲେ। ଋଣୀ ଉକ୍ତ ରାଶି ପରିଶୋଧ କରିବାରେ ବିଫଳ ହୋଇଥିବାରୁ, ଋଣୀ ଏବଂ ସର୍ବସାଧାରଣଙ୍କୁ ଏତଦ୍ୱାରା ଜଣାଯାଉଛି ଯେ ନିମ୍ନ ସ୍ୱାକ୍ଷରକାରୀ ନିମ୍ନରେ ବର୍ଣ୍ଣିତ ସମ୍ପତ୍ତିର ଦଖଲ ନେଇଛନ୍ତି। ଋଣୀଙ୍କୁ ବିଶେଷ ଭାବେ ଏବଂ ସର୍ବସାଧାରଣଙ୍କୁ ସାଧାରଣ ଭାବେ ସତର୍କ କରାଯାଉଛି ଯେ ଉକ୍ତ ସମ୍ପତ୍ତି ସହ କୌଣସି କାରବାର କରିବେ ନାହିଁ। [193,1305,725,1378]
table-cell: ୨୨.୦୪.୨୦୨୨ [470,1581,544,1667]
yellow-dot-icon [306,2319,324,2337]
table-row [194,818,725,833]
table-cell: ବାଲେଶ୍ୱର ମାଇକ୍ରୋ ଅଫିସ (୫୫୦୩୧୧) [228,953,498,968]
table-cell: ବାଲେଶ୍ୱର ଡିଭିଜନାଲ ଅଫିସ୍-୨, ମୋତିଗଞ୍ଜ [497,953,724,968]
table-cell: ଭିଭିଧ ମାଇକ୍ରୋ ଅଫିସ (୫୫୦୩୦୨), ନୂଆପାଟଣା [228,833,498,848]
letter1-secA-body: i. The user agency shall transfer online, the Net Present Value (NPV) of 16.463 ha forest land being diverted under this proposal, as per the Orders of Hon'ble Supreme Court of India dated 28.03.2008, 24.04.2008 and 09.05.2008 in Writ Petition (Civil) No.202/1995 and the guidelines issued by this Ministry vide letter No.5-3/2007-FC dated 05.02.2009. The requisite funds shall be transferred through online portal in CAMPA account of the State concerned. ii. The identified non-forest land of 16.466 ha for raising compensatory afforestation shall be transferred and mutated in the name of Forest Department and notified as RF/PF prior to Stage-II approval. iii. The land identified for the purpose of Compensatory Afforestation /Addl. CA shall be clearly depicted on a Survey of India Topo sheet of 1 : 50,000 scale. iv. The KML files of the area to be diverted and the CA/Addl. CA areas shall be uploaded on the e-Green watch portal with all requisite details before issuing working permission towards linear projects or submitting compliance report for seeking Stage-II approval, as the case may be. v. The user agency shall transfer the cost of raising and maintaining the compensatory afforestation at the current wage rate in consultation with State Forest Department in the account of CAMPA of the concerned State through online portal. The Scheme may include appropriate provision for anticipated cost increase for works scheduled for subsequent years. vi. All the funds received from the user agency under the project shall be transferred/deposited in CAMPA account only through e-portal (https://parivesh.nic.in/). Amount deposited through other mode will not be accepted as compliance of the Stage-I clearance. vii. The cost of felling of trees shall be deposited by the user agency with the State Forest Department. The user agency shall explore the possibility of successful transplantation of maximum number of trees identified to be felled and shall ensure that any tree felling shall be done only when it is unavoidable and that too under strict supervision of the State Forest Department. viii. The compliance report of the Stage-I approval shall be uploaded on e-portal (https://parivesh.nic.in/). ix. The complete compliance of the FRA, 2006 shall be ensured by way of prescribed certificates from the concerned District Collector. x. The boundary of the proposed forest land for diversion, shall be demarcated on ground at the project cost, by erecting four feet high reinforced cement concrete pillars, each inscribed with its serial number, distance from pillar to pillar and GPS co-ordinates. [747,1058,1097,1599]
corrigendum-subject: SUBMISSION OF BID FOR REQUEST FOR PROPOSAL PUBLISHED ON DATED: 05.04.2022 [1132,283,1443,312]
niacl-sub: (ଭାରତ ସରକାରଙ୍କ ଉଦ୍ୟୋଗ) [422,735,548,746]
table-cell: ୨୩.୦୪.୨୦୨୨ [470,1925,544,2011]
table-cell: କେନ୍ଦ୍ରାପଡ଼ା ଶାଖା / ଶ୍ରୀ ଶୁଭେନ୍ଦୁ ବେହେରା, ପଟ୍ଟାମୁଣ୍ଡାଇ [194,1839,364,1925]
corrigendum-point: 5. In Section 4 (Page 37) contract value more than Rs.5.00 Crore each and duration more than 1 year each may be read as contract value more than Rs.5.00 Crore and duration more than 1 year in Tech A-5. [1114,434,1457,470]
table-cell: ନରସିଂହପୁର ମାଇକ୍ରୋ ଅଫିସ (୫୫୦୩୦୪) [228,893,498,908]
letter1-secA: A. Conditions which need to be complied prior to handing over of forest land by the State Forest Department. [747,1029,1097,1056]
moefcc-line4: Telephone: 0674 – 2301213, 2302432, 2301248, 2302452, 2302453 E-mail: roez.bsr-mef@nic.in [747,577,1461,594]
table-cell: ୬. [194,893,228,908]
table-cell: ୨୩.୦୪.୨୦୨୨ [470,1839,544,1925]
ubi-addr: ଏନ୍‌-୧୪, ବାଲୁବଜାର ପାଖ, କଲେଜ ସ୍କୋୟାର, କଟକ - ୭୫୩୦୦୩ [352,1285,596,1296]
ubi-col2: ଦାବି ନୋଟିସ୍ ତାରିଖ / ବକେୟା ରାଶି [363,1384,469,1409]
table-cell: ଭୁବନେଶ୍ୱର ଡିଭିଜନାଲ ଅଫିସ୍-୧, ଖାରବେଳ ନଗର [497,818,724,833]
table-row [194,1667,725,1753]
table-row [194,1581,725,1667]
sidebar-photo [6,238,176,368]
table-row [194,848,725,863]
table-cell: ୩. [194,848,228,863]
table-row [194,953,725,968]
table-cell: ଚାରିଚକ ମାଇକ୍ରୋ ଅଫିସ (୫୫୦୩୦୮), ଚାରିଚକ [228,908,498,923]
table-cell: ପୁରୀ ଡିଭିଜନାଲ ଅଫିସ୍, ଗ୍ରାଣ୍ଡ ରୋଡ୍ [497,908,724,923]
ubi-notice-box [615,1254,725,1292]
omc-notice [738,184,1098,519]
letter2-copy: Copy: - 1.Department, Govt. of Odisha, Aranya Bhawan/Chandrasekharpur, Bhubaneswar for kind information and necessary action 2. The Authorized Signatory, M/s Arcelor Mittal Nippon Steel India Ltd., (Formerly Essar Steel India Ltd.) Udayabata, Paradip, Jagatsinghpur - 754142 [1111,2000,1457,2081]
